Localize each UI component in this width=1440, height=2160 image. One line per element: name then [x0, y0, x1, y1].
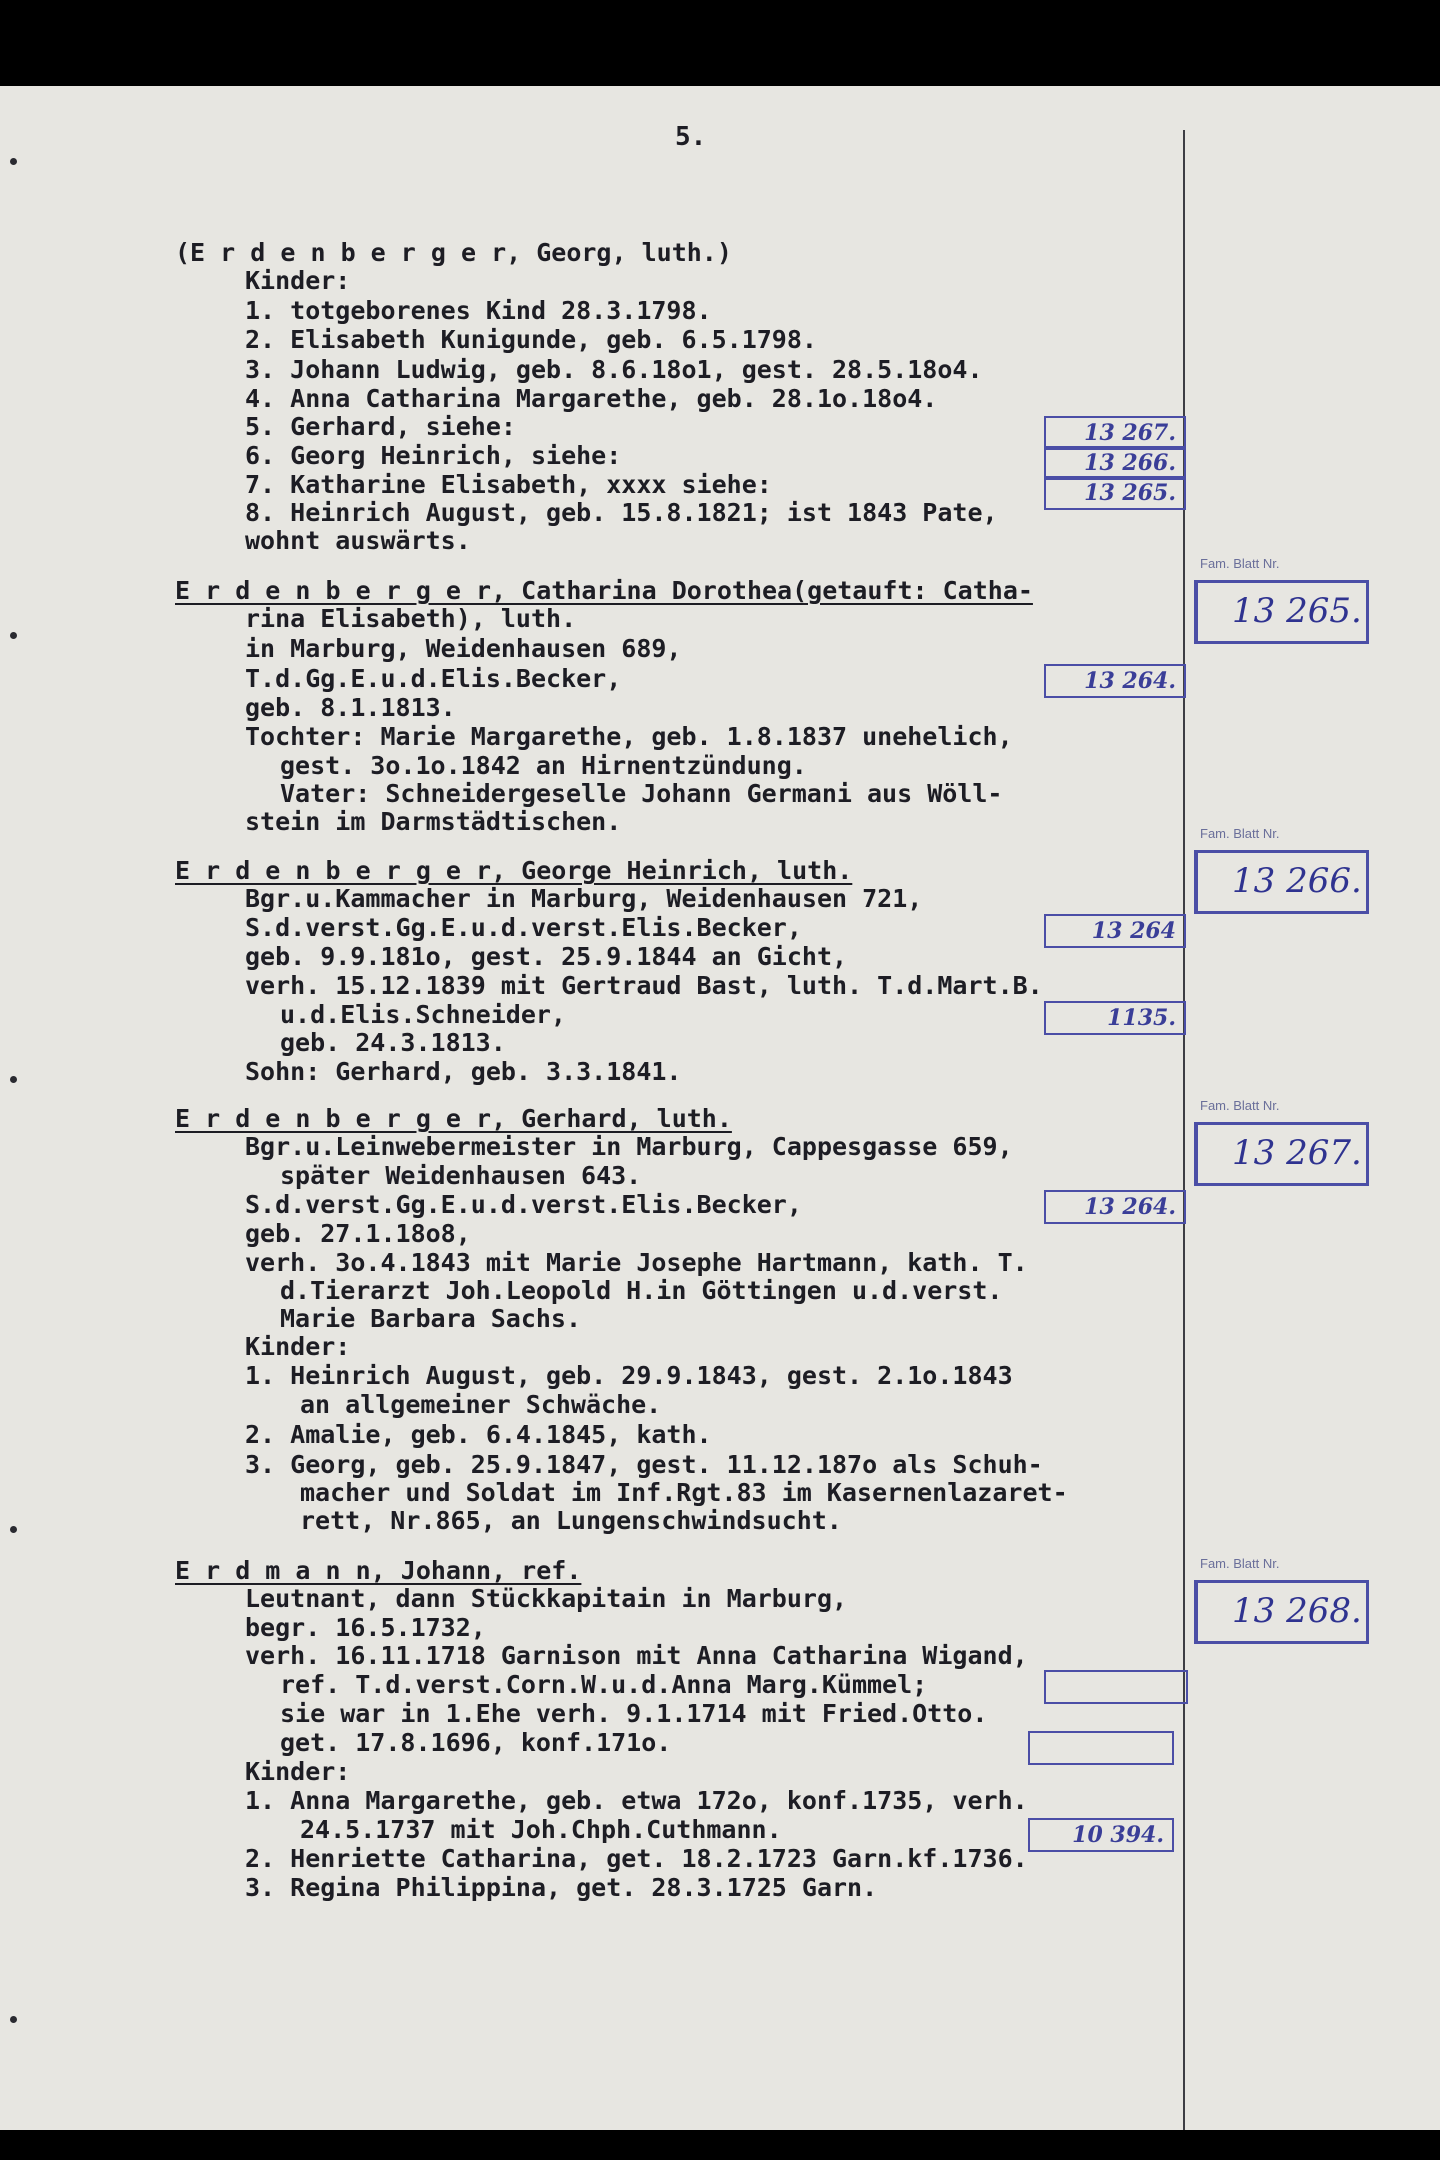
- entry-line: geb. 8.1.1813.: [245, 693, 456, 722]
- family-sheet-stamp: [1192, 1556, 1368, 1642]
- entry-line: begr. 16.5.1732,: [245, 1613, 486, 1642]
- entry-line: 24.5.1737 mit Joh.Chph.Cuthmann.: [300, 1815, 782, 1844]
- page-number: 5.: [675, 122, 707, 152]
- family-sheet-stamp: [1192, 826, 1368, 912]
- cross-ref-box: [1044, 446, 1186, 480]
- punch-hole-mark: [10, 158, 17, 165]
- entry-line: 1. totgeborenes Kind 28.3.1798.: [245, 296, 712, 325]
- punch-hole-mark: [10, 632, 17, 639]
- entry-line: geb. 24.3.1813.: [280, 1028, 506, 1057]
- cross-ref-box: [1044, 1190, 1186, 1224]
- entry-line: wohnt auswärts.: [245, 526, 471, 555]
- entry-line: rina Elisabeth), luth.: [245, 604, 577, 633]
- family-sheet-box: [1194, 1580, 1369, 1644]
- family-sheet-stamp: [1192, 1098, 1368, 1184]
- entry-line: Vater: Schneidergeselle Johann Germani aus Wöll-: [280, 779, 1003, 808]
- cross-ref-box: [1044, 1001, 1186, 1035]
- entry-line: stein im Darmstädtischen.: [245, 807, 622, 836]
- entry-line: 2. Amalie, geb. 6.4.1845, kath.: [245, 1420, 712, 1449]
- entry-line: in Marburg, Weidenhausen 689,: [245, 634, 682, 663]
- cross-ref-number: 13 265.: [1084, 480, 1176, 506]
- family-sheet-label: Fam. Blatt Nr.: [1200, 1098, 1280, 1113]
- entry-line: Kinder:: [245, 266, 351, 295]
- entry-line: 3. Georg, geb. 25.9.1847, gest. 11.12.187o als Schuh-: [245, 1450, 1043, 1479]
- entry-heading: E r d m a n n, Johann, ref.: [175, 1556, 582, 1585]
- cross-ref-box: [1028, 1731, 1174, 1765]
- entry-line: macher und Soldat im Inf.Rgt.83 im Kasernenlazaret-: [300, 1478, 1068, 1507]
- entry-line: sie war in 1.Ehe verh. 9.1.1714 mit Fried.Otto.: [280, 1699, 988, 1728]
- entry-line: get. 17.8.1696, konf.171o.: [280, 1728, 672, 1757]
- entry-line: 5. Gerhard, siehe:: [245, 412, 516, 441]
- entry-line: 6. Georg Heinrich, siehe:: [245, 441, 622, 470]
- cross-ref-box: [1044, 476, 1186, 510]
- index-card: [0, 86, 1440, 2130]
- entry-heading: E r d e n b e r g e r, George Heinrich, luth.: [175, 856, 853, 885]
- cross-ref-box: [1028, 1818, 1174, 1852]
- entry-heading: E r d e n b e r g e r, Catharina Dorothea(getauft: Catha-: [175, 576, 1033, 605]
- entry-line: gest. 3o.1o.1842 an Hirnentzündung.: [280, 751, 807, 780]
- cross-ref-number: 10 394.: [1072, 1822, 1164, 1848]
- cross-ref-box: [1044, 664, 1186, 698]
- entry-heading: (E r d e n b e r g e r, Georg, luth.): [175, 238, 732, 267]
- entry-line: 4. Anna Catharina Margarethe, geb. 28.1o.18o4.: [245, 384, 938, 413]
- family-sheet-stamp: [1192, 556, 1368, 642]
- cross-ref-number: 13 264: [1091, 918, 1176, 944]
- entry-line: Marie Barbara Sachs.: [280, 1304, 582, 1333]
- entry-line: 3. Regina Philippina, get. 28.3.1725 Garn.: [245, 1873, 878, 1902]
- entry-line: verh. 15.12.1839 mit Gertraud Bast, luth. T.d.Mart.B.: [245, 971, 1043, 1000]
- punch-hole-mark: [10, 1076, 17, 1083]
- entry-line: später Weidenhausen 643.: [280, 1161, 642, 1190]
- entry-line: rett, Nr.865, an Lungenschwindsucht.: [300, 1506, 842, 1535]
- entry-line: S.d.verst.Gg.E.u.d.verst.Elis.Becker,: [245, 913, 802, 942]
- entry-line: Tochter: Marie Margarethe, geb. 1.8.1837 unehelich,: [245, 722, 1013, 751]
- entry-line: Kinder:: [245, 1332, 351, 1361]
- entry-line: 2. Henriette Catharina, get. 18.2.1723 Garn.kf.1736.: [245, 1844, 1028, 1873]
- entry-line: 1. Anna Margarethe, geb. etwa 172o, konf.1735, verh.: [245, 1786, 1028, 1815]
- cross-ref-number: 13 264.: [1084, 668, 1176, 694]
- family-sheet-box: [1194, 1122, 1369, 1186]
- entry-line: Leutnant, dann Stückkapitain in Marburg,: [245, 1584, 848, 1613]
- punch-hole-mark: [10, 1526, 17, 1533]
- punch-hole-mark: [10, 2016, 17, 2023]
- entry-line: Sohn: Gerhard, geb. 3.3.1841.: [245, 1057, 682, 1086]
- entry-line: 2. Elisabeth Kunigunde, geb. 6.5.1798.: [245, 325, 817, 354]
- family-sheet-number: 13 266.: [1232, 861, 1362, 901]
- family-sheet-number: 13 267.: [1232, 1133, 1362, 1173]
- entry-line: ref. T.d.verst.Corn.W.u.d.Anna Marg.Kümmel;: [280, 1670, 928, 1699]
- entry-line: d.Tierarzt Joh.Leopold H.in Göttingen u.d.verst.: [280, 1276, 1003, 1305]
- family-sheet-label: Fam. Blatt Nr.: [1200, 826, 1280, 841]
- entry-line: verh. 3o.4.1843 mit Marie Josephe Hartmann, kath. T.: [245, 1248, 1028, 1277]
- family-sheet-number: 13 265.: [1232, 591, 1362, 631]
- cross-ref-number: 13 266.: [1084, 450, 1176, 476]
- entry-line: Bgr.u.Kammacher in Marburg, Weidenhausen 721,: [245, 884, 923, 913]
- entry-line: 7. Katharine Elisabeth, xxxx siehe:: [245, 470, 772, 499]
- entry-line: u.d.Elis.Schneider,: [280, 1000, 566, 1029]
- cross-ref-box: [1044, 914, 1186, 948]
- cross-ref-box: [1044, 416, 1186, 450]
- cross-ref-number: 13 267.: [1084, 420, 1176, 446]
- cross-ref-number: 13 264.: [1084, 1194, 1176, 1220]
- cross-ref-number: 1135.: [1107, 1005, 1176, 1031]
- entry-line: 3. Johann Ludwig, geb. 8.6.18o1, gest. 28.5.18o4.: [245, 355, 983, 384]
- family-sheet-box: [1194, 580, 1369, 644]
- entry-line: Kinder:: [245, 1757, 351, 1786]
- family-sheet-label: Fam. Blatt Nr.: [1200, 556, 1280, 571]
- entry-line: verh. 16.11.1718 Garnison mit Anna Catharina Wigand,: [245, 1641, 1028, 1670]
- entry-line: geb. 27.1.18o8,: [245, 1219, 471, 1248]
- entry-line: 8. Heinrich August, geb. 15.8.1821; ist 1843 Pate,: [245, 498, 998, 527]
- entry-line: an allgemeiner Schwäche.: [300, 1390, 662, 1419]
- family-sheet-box: [1194, 850, 1369, 914]
- entry-line: 1. Heinrich August, geb. 29.9.1843, gest. 2.1o.1843: [245, 1361, 1013, 1390]
- cross-ref-box: [1044, 1670, 1188, 1704]
- entry-line: T.d.Gg.E.u.d.Elis.Becker,: [245, 664, 622, 693]
- entry-line: geb. 9.9.181o, gest. 25.9.1844 an Gicht,: [245, 942, 848, 971]
- family-sheet-label: Fam. Blatt Nr.: [1200, 1556, 1280, 1571]
- entry-line: S.d.verst.Gg.E.u.d.verst.Elis.Becker,: [245, 1190, 802, 1219]
- entry-heading: E r d e n b e r g e r, Gerhard, luth.: [175, 1104, 732, 1133]
- entry-line: Bgr.u.Leinwebermeister in Marburg, Cappesgasse 659,: [245, 1132, 1013, 1161]
- family-sheet-number: 13 268.: [1232, 1591, 1362, 1631]
